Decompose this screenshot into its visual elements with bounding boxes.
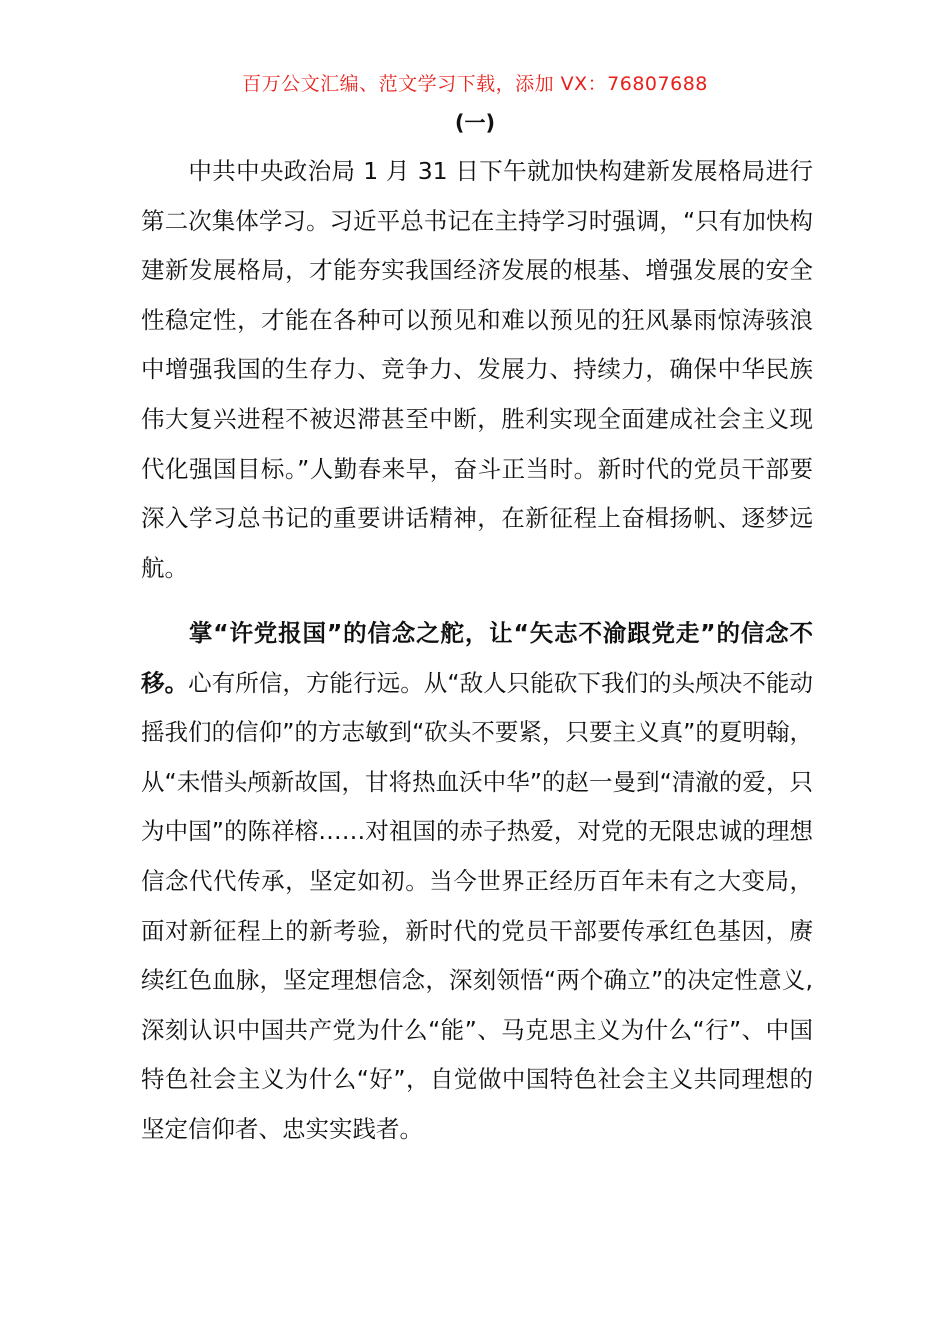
paragraph-2-lead-sentence: 掌“许党报国”的信念之舵，让“矢志不渝跟党走”的信念不移。 <box>141 619 813 697</box>
paragraph-2 <box>141 609 813 1155</box>
paragraph-2-text: 心有所信，方能行远。从“敌人只能砍下我们的头颅决不能动摇我们的信仰”的方志敏到“砍头不要紧，只要主义真”的夏明翰，从“未惜头颅新故国，甘将热血沃中华”的赵一曼到“清澈的爱，只为中国”的陈祥榕……对祖国的赤子热爱，对党的无限忠诚的理想信念代代传承，坚定如初。当今世界正经历百年未有之大变局，面对新征程上的新考验，新时代的党员干部要传承红色基因，赓续红色血脉，坚定理想信念，深刻领悟“两个确立”的决定性意义,深刻认识中国共产党为什么“能”、马克思主义为什么“行”、中国特色社会主义为什么“好”，自觉做中国特色社会主义共同理想的坚定信仰者、忠实实践者。 <box>141 668 813 1143</box>
header-watermark-note: 百万公文汇编、范文学习下载，添加 VX：76807688 <box>242 73 708 95</box>
paragraph-1 <box>141 147 813 593</box>
paragraph-1-text: 中共中央政治局 1 月 31 日下午就加快构建新发展格局进行第二次集体学习。习近平总书记在主持学习时强调，“只有加快构建新发展格局，才能夯实我国经济发展的根基、增强发展的安全性稳定性，才能在各种可以预见和难以预见的狂风暴雨惊涛骇浪中增强我国的生存力、竞争力、发展力、持续力，确保中华民族伟大复兴进程不被迟滞甚至中断，胜利实现全面建成社会主义现代化强国目标。”人勤春来早，奋斗正当时。新时代的党员干部要深入学习总书记的重要讲话精神，在新征程上奋楫扬帆、逐梦远航。 <box>141 157 813 582</box>
section-title: (一) <box>454 111 496 135</box>
